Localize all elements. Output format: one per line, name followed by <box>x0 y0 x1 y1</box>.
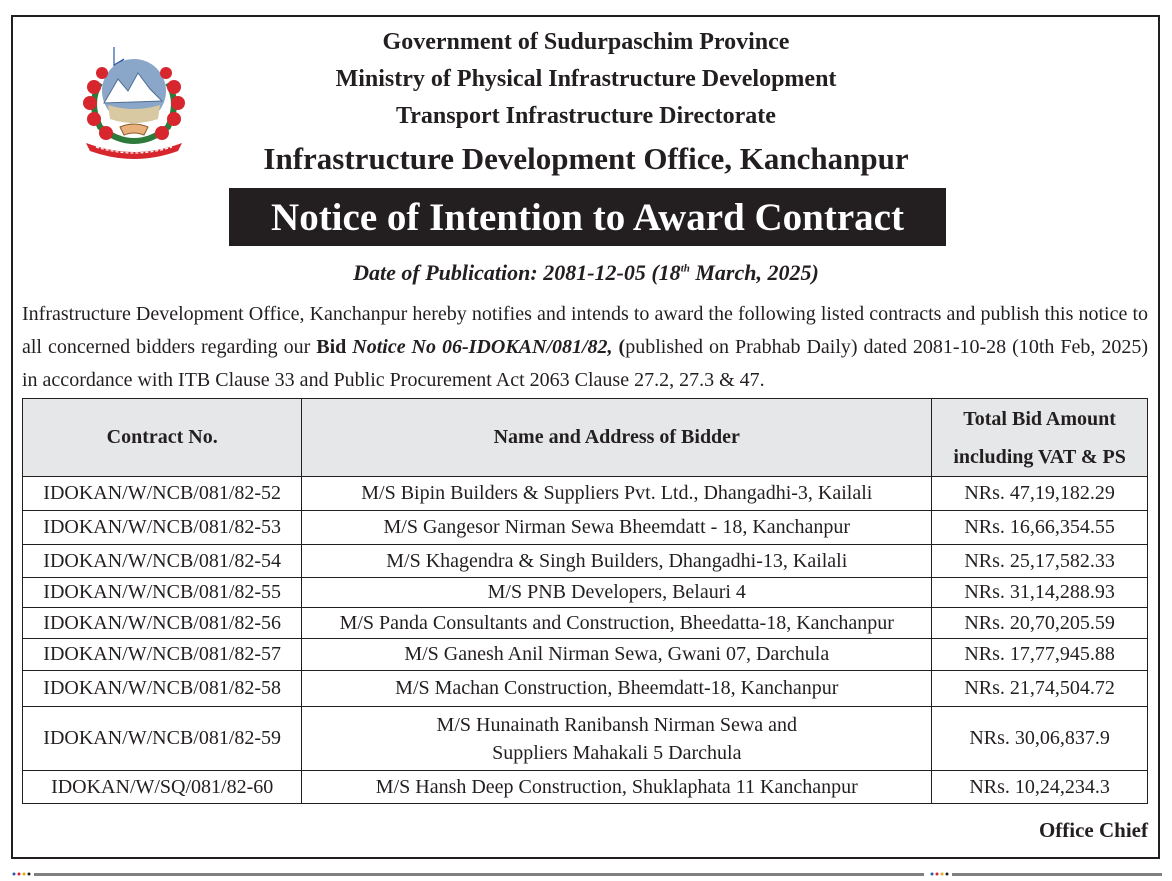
amount-cell: NRs. 20,70,205.59 <box>932 608 1148 639</box>
bidder-cell: M/S PNB Developers, Belauri 4 <box>302 578 932 608</box>
contract-no-cell: IDOKAN/W/SQ/081/82-60 <box>23 771 302 804</box>
ministry-name: Ministry of Physical Infrastructure Development <box>335 66 837 92</box>
bidder-cell: M/S Machan Construction, Bheemdatt-18, Kanchanpur <box>302 671 932 707</box>
contract-no-cell: IDOKAN/W/NCB/081/82-59 <box>23 707 302 771</box>
bidder-cell: M/S Hansh Deep Construction, Shuklaphata 11 Kanchanpur <box>302 771 932 804</box>
amount-cell: NRs. 30,06,837.9 <box>932 707 1148 771</box>
office-name: Infrastructure Development Office, Kanchanpur <box>263 141 909 176</box>
intro-paren: ( <box>612 336 626 358</box>
publication-date-sup: th <box>680 262 690 275</box>
table-row <box>23 511 1148 545</box>
table-row <box>23 477 1148 511</box>
publication-date <box>0 260 1172 286</box>
amount-cell: NRs. 31,14,288.93 <box>932 578 1148 608</box>
table-row <box>23 608 1148 639</box>
contract-no-cell: IDOKAN/W/NCB/081/82-55 <box>23 578 302 608</box>
contract-no-cell: IDOKAN/W/NCB/081/82-52 <box>23 477 302 511</box>
notice-title-text: Notice of Intention to Award Contract <box>271 195 904 239</box>
award-table <box>22 398 1148 804</box>
bottom-color-bar <box>0 871 1172 881</box>
table-row <box>23 639 1148 671</box>
header-amount <box>932 399 1148 477</box>
header-contract-no: Contract No. <box>23 399 302 477</box>
amount-cell: NRs. 47,19,182.29 <box>932 477 1148 511</box>
bidder-cell: M/S Panda Consultants and Construction, Bheedatta-18, Kanchanpur <box>302 608 932 639</box>
publication-date-prefix: Date of Publication: 2081-12-05 (18 <box>353 260 681 285</box>
table-row <box>23 771 1148 804</box>
bid-label: Bid <box>316 336 347 358</box>
table-row <box>23 545 1148 578</box>
bidder-cell <box>302 707 932 771</box>
bidder-cell-line2: Suppliers Mahakali 5 Darchula <box>492 741 742 764</box>
bidder-cell: M/S Khagendra & Singh Builders, Dhangadhi-13, Kailali <box>302 545 932 578</box>
office-chief-signature: Office Chief <box>1038 818 1148 842</box>
header-amount-line2: including VAT & PS <box>953 445 1126 468</box>
intro-text-part2: published on Prabhab Daily) dated 2081-10-28 (10th Feb, 2025) in accordance with ITB Clause 33 and Public Procurement Act 2063 Clause 27.2, 27.3 & 47. <box>22 336 1148 391</box>
header-amount-line1: Total Bid Amount <box>963 407 1116 430</box>
amount-cell: NRs. 16,66,354.55 <box>932 511 1148 545</box>
contract-no-cell: IDOKAN/W/NCB/081/82-53 <box>23 511 302 545</box>
table-row <box>23 578 1148 608</box>
contract-no-cell: IDOKAN/W/NCB/081/82-57 <box>23 639 302 671</box>
notice-title <box>229 188 946 246</box>
table-header-row <box>23 399 1148 477</box>
bidder-cell: M/S Ganesh Anil Nirman Sewa, Gwani 07, Darchula <box>302 639 932 671</box>
contract-no-cell: IDOKAN/W/NCB/081/82-58 <box>23 671 302 707</box>
header-bidder: Name and Address of Bidder <box>302 399 932 477</box>
bidder-cell: M/S Bipin Builders & Suppliers Pvt. Ltd., Dhangadhi-3, Kailali <box>302 477 932 511</box>
amount-cell: NRs. 25,17,582.33 <box>932 545 1148 578</box>
amount-cell: NRs. 10,24,234.3 <box>932 771 1148 804</box>
bidder-cell: M/S Gangesor Nirman Sewa Bheemdatt - 18, Kanchanpur <box>302 511 932 545</box>
publication-date-suffix: March, 2025) <box>689 260 819 285</box>
amount-cell: NRs. 21,74,504.72 <box>932 671 1148 707</box>
intro-paragraph <box>22 298 1148 397</box>
contract-no-cell: IDOKAN/W/NCB/081/82-56 <box>23 608 302 639</box>
table-row <box>23 671 1148 707</box>
bid-notice-number: Notice No 06-IDOKAN/081/82, <box>346 336 613 358</box>
contract-no-cell: IDOKAN/W/NCB/081/82-54 <box>23 545 302 578</box>
table-row <box>23 707 1148 771</box>
directorate-name: Transport Infrastructure Directorate <box>396 103 776 129</box>
government-name: Government of Sudurpaschim Province <box>382 29 790 55</box>
bidder-cell-line1: M/S Hunainath Ranibansh Nirman Sewa and <box>436 713 798 736</box>
amount-cell: NRs. 17,77,945.88 <box>932 639 1148 671</box>
intro-text-part1: Infrastructure Development Office, Kanchanpur hereby notifies and intends to award the following listed contracts and publish this notice to all concerned bidders regarding our <box>22 303 1148 358</box>
